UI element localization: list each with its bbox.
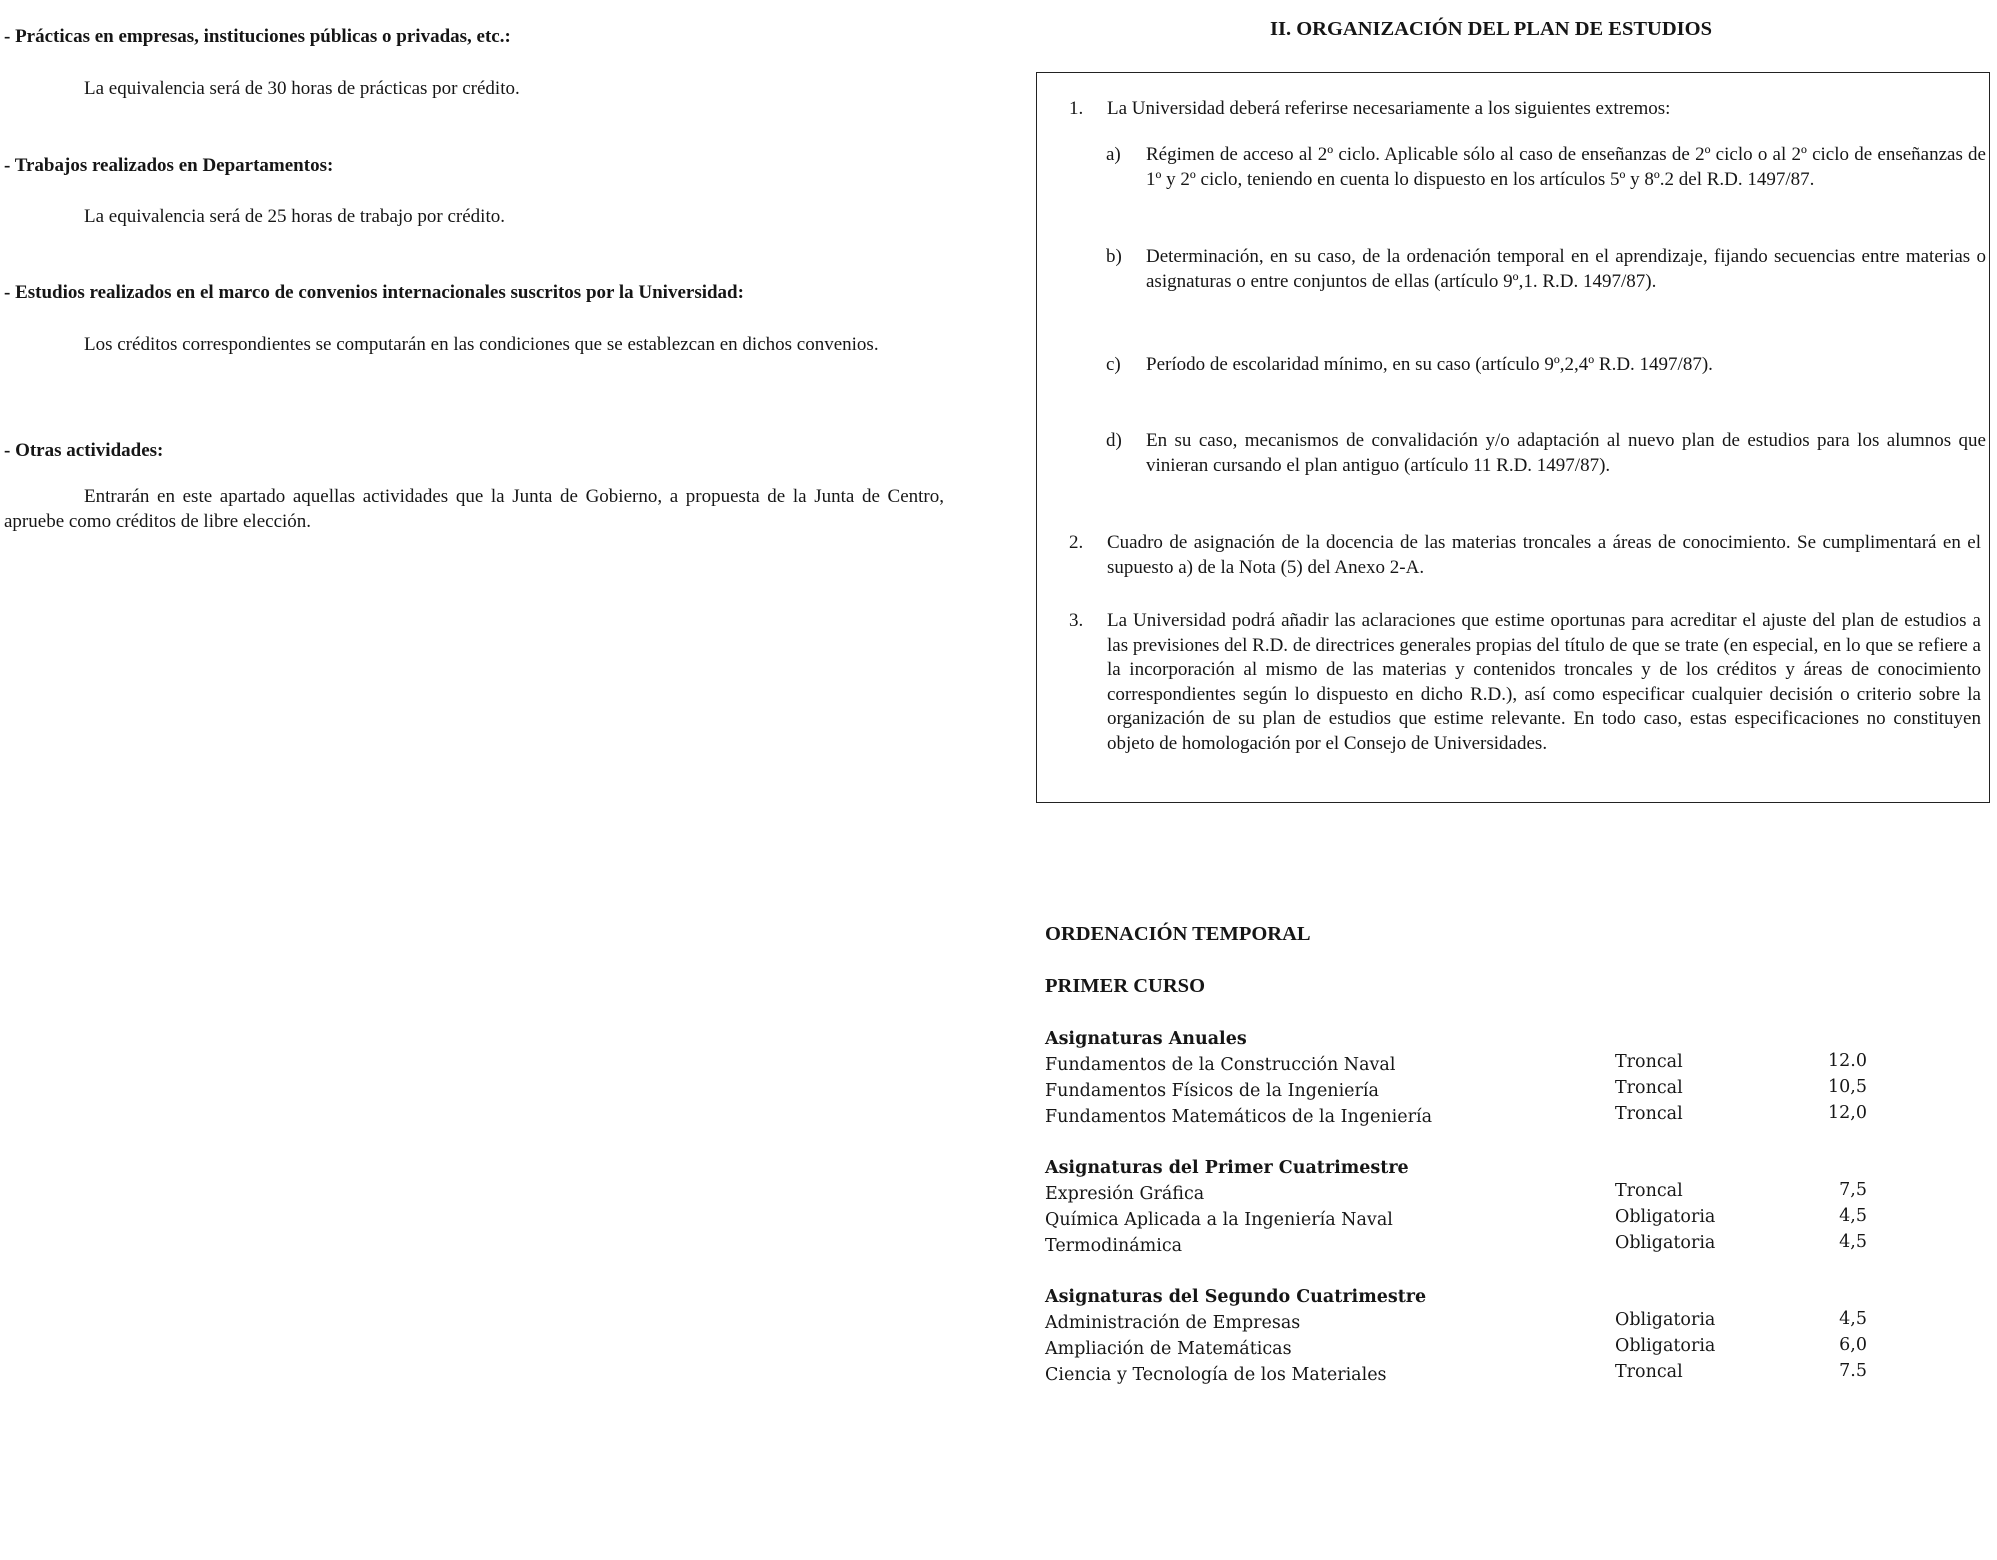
subject-credits: 4,5 xyxy=(1839,1206,1867,1226)
subject-block-anuales xyxy=(1045,1026,1905,1130)
org-item-number: 3. xyxy=(1069,610,1084,631)
organization-title: II. ORGANIZACIÓN DEL PLAN DE ESTUDIOS xyxy=(1270,18,1712,40)
subject-block-primer-cuatrimestre xyxy=(1045,1155,1905,1259)
subject-name: Química Aplicada a la Ingeniería Naval xyxy=(1045,1210,1393,1230)
table-row xyxy=(1045,1233,1905,1259)
subject-type: Obligatoria xyxy=(1615,1207,1716,1227)
subject-type: Troncal xyxy=(1615,1104,1683,1124)
section-text-estudios: Los créditos correspondientes se computarán en las condiciones que se establezcan en dichos convenios. xyxy=(84,334,879,355)
ordenacion-title: ORDENACIÓN TEMPORAL xyxy=(1045,923,1311,945)
subject-name: Fundamentos Físicos de la Ingeniería xyxy=(1045,1081,1379,1101)
section-text-practicas: La equivalencia será de 30 horas de prácticas por crédito. xyxy=(84,78,520,99)
table-row xyxy=(1045,1310,1905,1336)
section-heading-estudios: - Estudios realizados en el marco de convenios internacionales suscritos por la Universidad: xyxy=(4,282,744,303)
subject-name: Termodinámica xyxy=(1045,1236,1183,1256)
section-heading-practicas: - Prácticas en empresas, instituciones públicas o privadas, etc.: xyxy=(4,26,511,47)
subject-type: Troncal xyxy=(1615,1362,1683,1382)
org-item-text: La Universidad podrá añadir las aclaraciones que estime oportunas para acreditar el ajuste del plan de estudios a las previsiones del R.D. de directrices generales propias del título de que se trate (en especial, en lo que se refiere a la incorporación al mismo de las materias y contenidos troncales y de los créditos y áreas de conocimiento correspondientes según lo dispuesto en dicho R.D.), así como especificar cualquier decisión o criterio sobre la organización de su plan de estudios que estime relevante. En todo caso, estas especificaciones no constituyen objeto de homologación por el Consejo de Universidades. xyxy=(1107,610,1981,754)
table-row xyxy=(1045,1078,1905,1104)
org-item-text: Cuadro de asignación de la docencia de las materias troncales a áreas de conocimiento. Se cumplimentará en el supuesto a) de la Nota (5) del Anexo 2-A. xyxy=(1107,532,1981,578)
subject-name: Fundamentos de la Construcción Naval xyxy=(1045,1055,1396,1075)
section-heading-otras: - Otras actividades: xyxy=(4,440,164,461)
organization-box xyxy=(1036,72,1990,803)
table-row xyxy=(1045,1104,1905,1130)
org-item-text: Período de escolaridad mínimo, en su caso (artículo 9º,2,4º R.D. 1497/87). xyxy=(1146,354,1713,375)
subject-credits: 12,0 xyxy=(1828,1103,1867,1123)
block-title: Asignaturas del Segundo Cuatrimestre xyxy=(1045,1287,1427,1307)
org-item-text: Determinación, en su caso, de la ordenación temporal en el aprendizaje, fijando secuencias entre materias o asignaturas o entre conjuntos de ellas (artículo 9º,1. R.D. 1497/87). xyxy=(1146,246,1986,292)
section-text-otras: Entrarán en este apartado aquellas actividades que la Junta de Gobierno, a propuesta de la Junta de Centro, apruebe como créditos de libre elección. xyxy=(4,486,944,532)
subject-credits: 7.5 xyxy=(1839,1361,1867,1381)
subject-type: Obligatoria xyxy=(1615,1233,1716,1253)
subject-credits: 7,5 xyxy=(1839,1180,1867,1200)
table-row xyxy=(1045,1181,1905,1207)
org-item-number: 2. xyxy=(1069,532,1084,553)
subject-type: Troncal xyxy=(1615,1078,1683,1098)
subject-credits: 6,0 xyxy=(1839,1335,1867,1355)
org-item-text: En su caso, mecanismos de convalidación y/o adaptación al nuevo plan de estudios para los alumnos que vinieran cursando el plan antiguo (artículo 11 R.D. 1497/87). xyxy=(1146,430,1986,476)
section-heading-trabajos: - Trabajos realizados en Departamentos: xyxy=(4,155,334,176)
table-row xyxy=(1045,1207,1905,1233)
org-item-number: b) xyxy=(1106,246,1122,267)
subject-block-segundo-cuatrimestre xyxy=(1045,1284,1905,1388)
subject-name: Ciencia y Tecnología de los Materiales xyxy=(1045,1365,1387,1385)
subject-credits: 10,5 xyxy=(1828,1077,1867,1097)
table-row xyxy=(1045,1336,1905,1362)
block-title: Asignaturas Anuales xyxy=(1045,1029,1247,1049)
subject-name: Fundamentos Matemáticos de la Ingeniería xyxy=(1045,1107,1433,1127)
subject-type: Obligatoria xyxy=(1615,1310,1716,1330)
block-title: Asignaturas del Primer Cuatrimestre xyxy=(1045,1158,1409,1178)
subject-credits: 4,5 xyxy=(1839,1309,1867,1329)
subject-name: Expresión Gráfica xyxy=(1045,1184,1205,1204)
org-item-number: 1. xyxy=(1069,98,1084,119)
subject-type: Obligatoria xyxy=(1615,1336,1716,1356)
course-title: PRIMER CURSO xyxy=(1045,975,1206,997)
org-item-number: a) xyxy=(1106,144,1121,165)
org-item-number: d) xyxy=(1106,430,1122,451)
table-row xyxy=(1045,1362,1905,1388)
org-item-text: La Universidad deberá referirse necesariamente a los siguientes extremos: xyxy=(1107,98,1671,119)
subject-type: Troncal xyxy=(1615,1181,1683,1201)
subject-credits: 4,5 xyxy=(1839,1232,1867,1252)
org-item-text: Régimen de acceso al 2º ciclo. Aplicable sólo al caso de enseñanzas de 2º ciclo o al 2º ciclo de enseñanzas de 1º y 2º ciclo, teniendo en cuenta lo dispuesto en los artículos 5º y 8º.2 del R.D. 1497/87. xyxy=(1146,144,1986,190)
subject-name: Administración de Empresas xyxy=(1045,1313,1301,1333)
table-row xyxy=(1045,1052,1905,1078)
subject-credits: 12.0 xyxy=(1828,1051,1867,1071)
subject-name: Ampliación de Matemáticas xyxy=(1045,1339,1292,1359)
subject-type: Troncal xyxy=(1615,1052,1683,1072)
org-item-number: c) xyxy=(1106,354,1121,375)
section-text-trabajos: La equivalencia será de 25 horas de trabajo por crédito. xyxy=(84,206,505,227)
